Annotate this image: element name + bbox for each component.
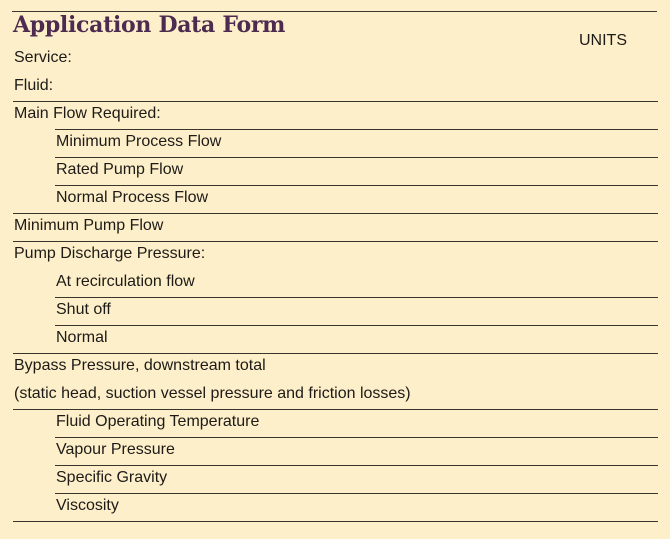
form-row [0, 270, 670, 298]
form-row [0, 214, 670, 242]
form-row [0, 494, 670, 522]
field-label: Shut off [56, 301, 111, 318]
field-value-input[interactable] [267, 410, 658, 439]
field-label: (static head, suction vessel pressure and friction losses) [14, 385, 411, 402]
field-value-input[interactable] [80, 46, 658, 75]
form-row [0, 158, 670, 186]
field-value-input[interactable] [203, 270, 658, 299]
field-value-input[interactable] [191, 158, 658, 187]
field-value-input[interactable] [175, 466, 658, 495]
row-divider [13, 521, 658, 522]
field-label: Minimum Process Flow [56, 133, 222, 150]
field-label: Vapour Pressure [56, 441, 175, 458]
form-row [0, 466, 670, 494]
field-label: Service: [14, 49, 72, 66]
form-title: Application Data Form [13, 12, 286, 38]
field-label: Minimum Pump Flow [14, 217, 164, 234]
field-value-input[interactable] [171, 214, 658, 243]
form-row [0, 298, 670, 326]
field-value-input[interactable] [127, 494, 658, 523]
form-row [0, 382, 670, 410]
form-row [0, 438, 670, 466]
field-value-input[interactable] [183, 438, 658, 467]
field-value-input[interactable] [61, 74, 658, 103]
field-value-input[interactable] [213, 242, 658, 271]
field-value-input[interactable] [419, 382, 658, 411]
field-value-input[interactable] [216, 186, 658, 215]
field-label: Normal Process Flow [56, 189, 209, 206]
field-value-input[interactable] [229, 130, 658, 159]
form-row [0, 186, 670, 214]
form-row [0, 410, 670, 438]
field-label: Rated Pump Flow [56, 161, 184, 178]
field-value-input[interactable] [119, 298, 658, 327]
form-row [0, 46, 670, 74]
field-label: Bypass Pressure, downstream total [14, 357, 266, 374]
form-row [0, 354, 670, 382]
field-label: Fluid Operating Temperature [56, 413, 260, 430]
field-label: At recirculation flow [56, 273, 195, 290]
form-row [0, 326, 670, 354]
form-row [0, 242, 670, 270]
field-label: Fluid: [14, 77, 54, 94]
field-value-input[interactable] [274, 354, 658, 383]
field-value-input[interactable] [169, 102, 658, 131]
form-row [0, 102, 670, 130]
field-value-input[interactable] [116, 326, 658, 355]
field-label: Specific Gravity [56, 469, 168, 486]
field-label: Viscosity [56, 497, 119, 514]
field-label: Main Flow Required: [14, 105, 161, 122]
units-column-header: UNITS [579, 32, 627, 49]
field-label: Pump Discharge Pressure: [14, 245, 206, 262]
field-label: Normal [56, 329, 108, 346]
form-row [0, 130, 670, 158]
form-row [0, 74, 670, 102]
